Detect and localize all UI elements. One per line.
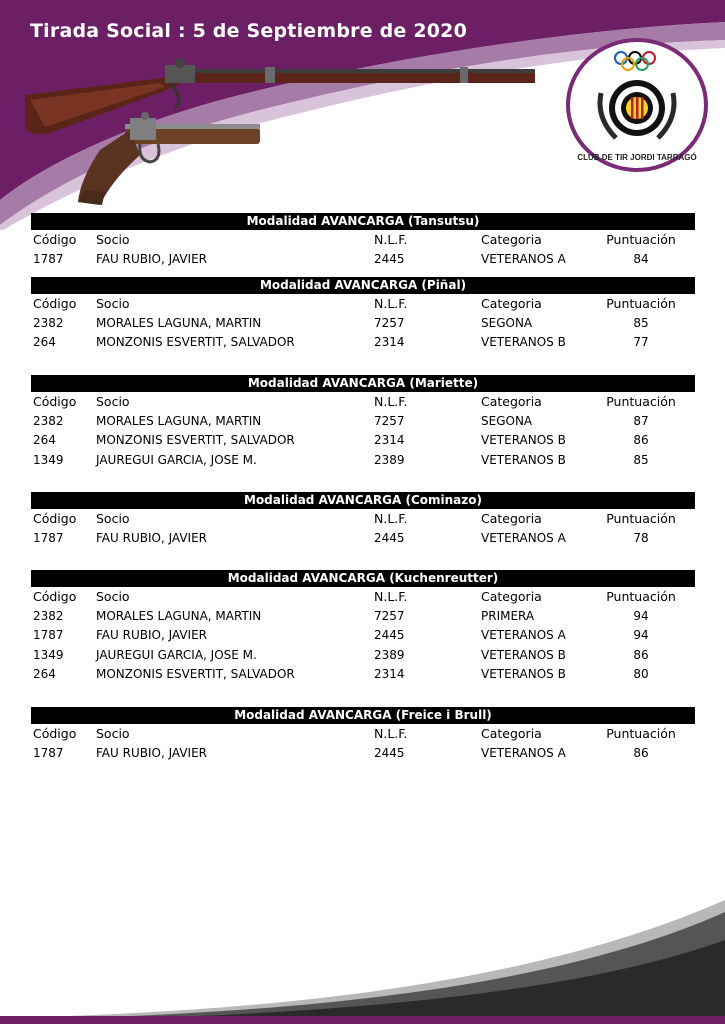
- cell-codigo: 2382: [33, 413, 64, 428]
- column-header-nlf: N.L.F.: [374, 296, 408, 311]
- cell-codigo: 1349: [33, 647, 64, 662]
- table-row: [31, 333, 695, 353]
- cell-nlf: 2445: [374, 251, 405, 266]
- column-header-codigo: Código: [33, 511, 77, 526]
- column-header-categoria: Categoria: [481, 296, 542, 311]
- section-5: [31, 570, 695, 685]
- cell-codigo: 1787: [33, 530, 64, 545]
- cell-socio: MONZONIS ESVERTIT, SALVADOR: [96, 667, 295, 681]
- cell-socio: MONZONIS ESVERTIT, SALVADOR: [96, 433, 295, 447]
- cell-categoria: SEGONA: [481, 413, 533, 428]
- cell-categoria: VETERANOS A: [481, 251, 566, 266]
- section-3: [31, 375, 695, 470]
- column-header-codigo: Código: [33, 232, 77, 247]
- column-header-row: [31, 230, 695, 250]
- cell-nlf: 2445: [374, 530, 405, 545]
- cell-nlf: 2445: [374, 745, 405, 760]
- page-title: Tirada Social : 5 de Septiembre de 2020: [30, 20, 468, 42]
- column-header-socio: Socio: [96, 726, 130, 741]
- column-header-nlf: N.L.F.: [374, 589, 408, 604]
- column-header-codigo: Código: [33, 394, 77, 409]
- cell-nlf: 2445: [374, 628, 405, 642]
- cell-categoria: VETERANOS B: [481, 667, 566, 681]
- footer-background: [0, 900, 725, 1024]
- cell-nlf: 2314: [374, 335, 405, 349]
- cell-codigo: 1349: [33, 452, 64, 467]
- cell-nlf: 7257: [374, 608, 405, 623]
- column-header-codigo: Código: [33, 589, 77, 604]
- cell-socio: MORALES LAGUNA, MARTIN: [96, 608, 262, 623]
- cell-puntuacion: 87: [633, 413, 649, 428]
- column-header-socio: Socio: [96, 232, 130, 247]
- cell-nlf: 7257: [374, 413, 405, 428]
- table-row: [31, 665, 695, 685]
- table-row: [31, 412, 695, 432]
- cell-codigo: 1787: [33, 745, 64, 760]
- column-header-row: [31, 294, 695, 314]
- cell-puntuacion: 80: [633, 667, 649, 681]
- cell-codigo: 1787: [33, 251, 64, 266]
- column-header-categoria: Categoria: [481, 511, 542, 526]
- cell-nlf: 2389: [374, 647, 405, 662]
- section-4: [31, 492, 695, 548]
- section-title: Modalidad AVANCARGA (Mariette): [31, 375, 695, 392]
- cell-puntuacion: 94: [633, 608, 649, 623]
- column-header-puntuacion: Puntuación: [606, 726, 676, 741]
- column-header-nlf: N.L.F.: [374, 511, 408, 526]
- column-header-nlf: N.L.F.: [374, 232, 408, 247]
- table-row: [31, 646, 695, 666]
- cell-socio: MONZONIS ESVERTIT, SALVADOR: [96, 335, 295, 349]
- column-header-puntuacion: Puntuación: [606, 296, 676, 311]
- cell-categoria: SEGONA: [481, 315, 533, 330]
- cell-categoria: VETERANOS B: [481, 335, 566, 349]
- section-6: [31, 707, 695, 763]
- cell-categoria: PRIMERA: [481, 608, 535, 623]
- cell-categoria: VETERANOS A: [481, 530, 566, 545]
- pistol-illustration: [70, 110, 265, 210]
- cell-socio: MORALES LAGUNA, MARTIN: [96, 315, 262, 330]
- column-header-categoria: Categoria: [481, 726, 542, 741]
- column-header-puntuacion: Puntuación: [606, 589, 676, 604]
- column-header-categoria: Categoria: [481, 394, 542, 409]
- column-header-socio: Socio: [96, 296, 130, 311]
- table-row: [31, 744, 695, 764]
- cell-codigo: 264: [33, 335, 56, 349]
- cell-puntuacion: 94: [633, 628, 649, 642]
- cell-puntuacion: 86: [633, 647, 649, 662]
- cell-socio: JAUREGUI GARCIA, JOSE M.: [96, 452, 257, 467]
- table-row: [31, 314, 695, 334]
- section-1: [31, 213, 695, 269]
- cell-socio: JAUREGUI GARCIA, JOSE M.: [96, 647, 257, 662]
- column-header-row: [31, 587, 695, 607]
- cell-nlf: 2314: [374, 433, 405, 447]
- table-row: [31, 250, 695, 270]
- cell-puntuacion: 85: [633, 452, 649, 467]
- cell-socio: MORALES LAGUNA, MARTIN: [96, 413, 262, 428]
- column-header-row: [31, 724, 695, 744]
- column-header-row: [31, 392, 695, 412]
- cell-socio: FAU RUBIO, JAVIER: [96, 530, 208, 545]
- cell-nlf: 2314: [374, 667, 405, 681]
- cell-puntuacion: 78: [633, 530, 649, 545]
- cell-puntuacion: 84: [633, 251, 649, 266]
- table-row: [31, 529, 695, 549]
- cell-puntuacion: 86: [633, 745, 649, 760]
- column-header-codigo: Código: [33, 296, 77, 311]
- table-row: [31, 607, 695, 627]
- club-logo: [566, 38, 708, 173]
- cell-puntuacion: 85: [633, 315, 649, 330]
- column-header-puntuacion: Puntuación: [606, 394, 676, 409]
- table-row: [31, 431, 695, 451]
- cell-categoria: VETERANOS A: [481, 745, 566, 760]
- column-header-puntuacion: Puntuación: [606, 232, 676, 247]
- section-title: Modalidad AVANCARGA (Kuchenreutter): [31, 570, 695, 587]
- column-header-nlf: N.L.F.: [374, 394, 408, 409]
- cell-socio: FAU RUBIO, JAVIER: [96, 745, 208, 760]
- cell-codigo: 264: [33, 667, 56, 681]
- cell-categoria: VETERANOS B: [481, 433, 566, 447]
- column-header-puntuacion: Puntuación: [606, 511, 676, 526]
- section-title: Modalidad AVANCARGA (Piñal): [31, 277, 695, 294]
- cell-puntuacion: 77: [633, 335, 649, 349]
- section-title: Modalidad AVANCARGA (Freice i Brull): [31, 707, 695, 724]
- cell-codigo: 2382: [33, 315, 64, 330]
- column-header-codigo: Código: [33, 726, 77, 741]
- column-header-categoria: Categoria: [481, 232, 542, 247]
- cell-puntuacion: 86: [633, 433, 649, 447]
- section-2: [31, 277, 695, 353]
- table-row: [31, 626, 695, 646]
- cell-socio: FAU RUBIO, JAVIER: [96, 251, 208, 266]
- column-header-socio: Socio: [96, 589, 130, 604]
- section-title: Modalidad AVANCARGA (Cominazo): [31, 492, 695, 509]
- column-header-socio: Socio: [96, 394, 130, 409]
- table-row: [31, 451, 695, 471]
- cell-socio: FAU RUBIO, JAVIER: [96, 628, 208, 642]
- cell-nlf: 2389: [374, 452, 405, 467]
- cell-categoria: VETERANOS A: [481, 628, 566, 642]
- cell-codigo: 2382: [33, 608, 64, 623]
- cell-codigo: 264: [33, 433, 56, 447]
- column-header-categoria: Categoria: [481, 589, 542, 604]
- column-header-socio: Socio: [96, 511, 130, 526]
- cell-codigo: 1787: [33, 628, 64, 642]
- column-header-row: [31, 509, 695, 529]
- cell-categoria: VETERANOS B: [481, 647, 566, 662]
- cell-nlf: 7257: [374, 315, 405, 330]
- section-title: Modalidad AVANCARGA (Tansutsu): [31, 213, 695, 230]
- column-header-nlf: N.L.F.: [374, 726, 408, 741]
- logo-text: CLUB DE TIR JORDI TARRAGÓ: [577, 153, 697, 162]
- cell-categoria: VETERANOS B: [481, 452, 566, 467]
